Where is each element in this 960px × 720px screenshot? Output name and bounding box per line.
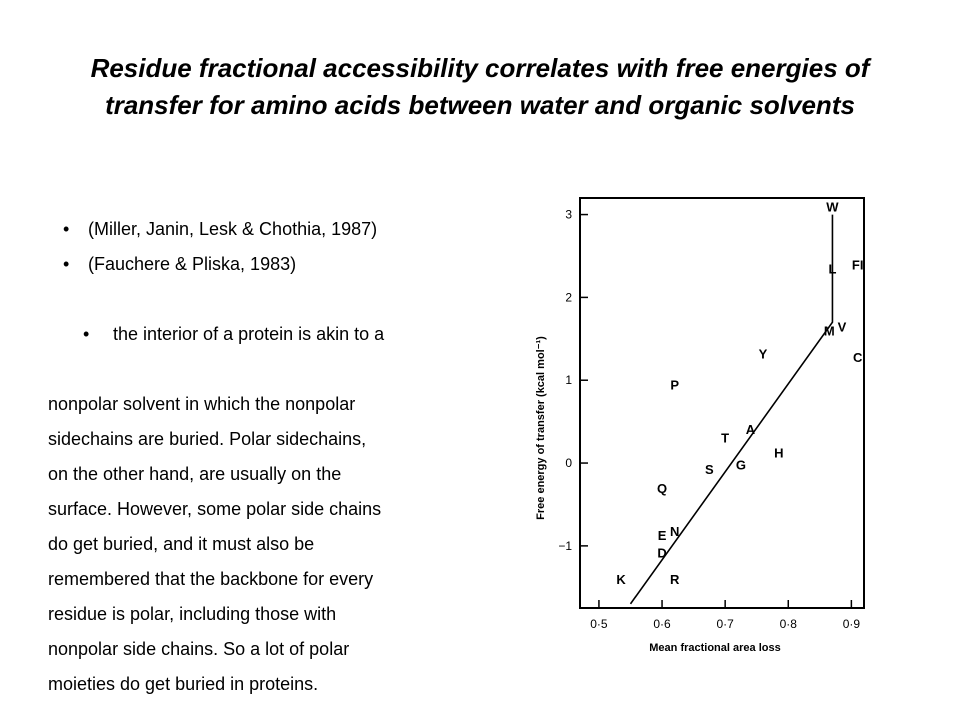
bullet-item <box>48 212 518 247</box>
data-point-m: M <box>823 323 835 339</box>
slide-title: Residue fractional accessibility correlates with free energies of transfer for amino acids between water and organic solvents <box>90 53 870 120</box>
paragraph-line: residue is polar, including those with <box>48 604 337 624</box>
x-axis-label: Mean fractional area loss <box>649 642 781 654</box>
data-point-p: P <box>670 377 680 393</box>
x-tick-label: 0·6 <box>653 617 671 631</box>
paragraph-line: do get buried, and it must also be <box>48 534 315 554</box>
x-tick-label: 0·8 <box>779 617 797 631</box>
paragraph-line: moieties do get buried in proteins. <box>48 674 319 694</box>
bullet-item <box>48 282 518 387</box>
marks-group <box>616 199 863 604</box>
scatter-chart <box>520 188 870 668</box>
data-point-c: C <box>852 350 863 366</box>
y-tick-label: 3 <box>565 207 572 222</box>
bullet-text <box>48 212 518 702</box>
data-point-a: A <box>745 422 756 438</box>
data-point-q: Q <box>656 480 668 496</box>
data-point-t: T <box>721 430 730 446</box>
paragraph-line: on the other hand, are usually on the <box>48 464 342 484</box>
x-tick-label: 0·9 <box>842 617 861 631</box>
data-point-y: Y <box>758 346 768 362</box>
data-point-e: E <box>657 528 667 544</box>
data-point-v: V <box>837 319 847 335</box>
data-point-d: D <box>657 545 667 561</box>
x-tick-label: 0·7 <box>716 617 734 631</box>
paragraph-line: sidechains are buried. Polar sidechains, <box>48 429 367 449</box>
data-point-l: L <box>828 261 837 277</box>
paragraph-line: nonpolar side chains. So a lot of polar <box>48 639 350 659</box>
y-tick-label: 1 <box>565 373 572 388</box>
data-point-w: W <box>826 199 839 215</box>
bullet-dot: • <box>83 324 90 344</box>
bullet-item-text: (Fauchere & Pliska, 1983) <box>88 254 297 274</box>
data-point-g: G <box>735 457 746 473</box>
bullet-item-text: the interior of a protein is akin to a <box>108 324 385 344</box>
bullet-item <box>48 247 518 282</box>
y-tick-label: 2 <box>565 290 572 305</box>
data-point-r: R <box>669 572 680 588</box>
bullet-dot: • <box>63 219 70 239</box>
plot-frame <box>580 198 864 608</box>
data-point-k: K <box>616 572 626 588</box>
bullet-item-text: (Miller, Janin, Lesk & Chothia, 1987) <box>88 219 378 239</box>
data-point-n: N <box>669 523 680 539</box>
y-tick-label: −1 <box>558 538 572 553</box>
paragraph-line: nonpolar solvent in which the nonpolar <box>48 394 356 414</box>
paragraph-line: remembered that the backbone for every <box>48 569 374 589</box>
axes-group <box>558 198 864 631</box>
x-tick-label: 0·5 <box>590 617 608 631</box>
paragraph-line: surface. However, some polar side chains <box>48 499 382 519</box>
bullet-dot: • <box>63 254 70 274</box>
data-point-h: H <box>774 445 784 461</box>
data-point-s: S <box>705 461 714 477</box>
y-tick-label: 0 <box>565 456 572 471</box>
y-axis-label: Free energy of transfer (kcal mol⁻¹) <box>535 336 547 520</box>
scatter-figure <box>520 188 870 673</box>
data-point-fi: FI <box>851 257 864 273</box>
